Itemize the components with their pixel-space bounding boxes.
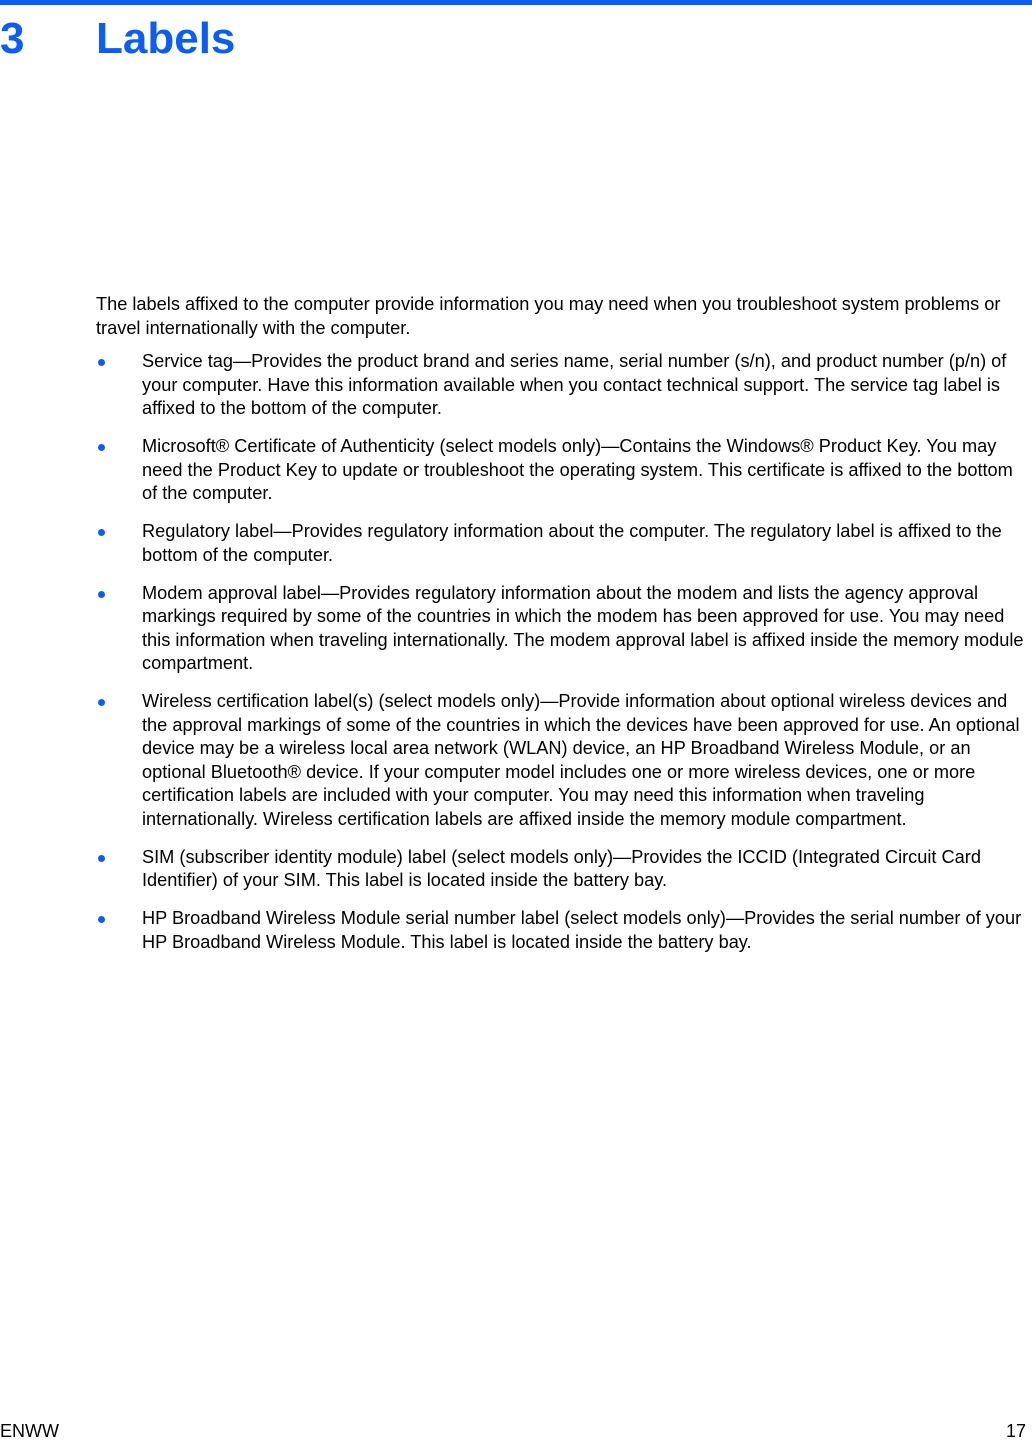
footer-label: ENWW bbox=[0, 1421, 59, 1441]
list-item-text: Microsoft® Certificate of Authenticity (select models only)—Contains the Windows® Product Key. You may need the Product Key to update or troubleshoot the operating system. This certificate is affixed to the bottom of the computer. bbox=[142, 436, 1013, 503]
intro-paragraph: The labels affixed to the computer provide information you may need when you troubleshoot system problems or travel internationally with the computer. bbox=[96, 294, 1001, 338]
list-item-service-tag bbox=[96, 350, 1032, 421]
chapter-heading bbox=[0, 12, 235, 66]
list-item-wireless-certification-label bbox=[96, 690, 1032, 831]
list-item-text: Service tag—Provides the product brand and series name, serial number (s/n), and product number (p/n) of your computer. Have this information available when you contact technical support. The service tag label is affixed to the bottom of the computer. bbox=[142, 351, 1007, 418]
page-number: 17 bbox=[1005, 1421, 1026, 1441]
list-item-modem-approval-label bbox=[96, 582, 1032, 676]
chapter-number: 3 bbox=[0, 14, 25, 63]
list-item-text: Regulatory label—Provides regulatory information about the computer. The regulatory label is affixed to the bottom of the computer. bbox=[142, 521, 1002, 565]
list-item-text: Modem approval label—Provides regulatory information about the modem and lists the agency approval markings required by some of the countries in which the modem has been approved for use. You may need this information when traveling internationally. The modem approval label is affixed inside the memory module compartment. bbox=[142, 582, 1024, 673]
chapter-top-rule bbox=[0, 0, 1032, 5]
chapter-title: Labels bbox=[96, 14, 236, 63]
list-item-certificate-of-authenticity bbox=[96, 435, 1032, 506]
list-item-text: SIM (subscriber identity module) label (select models only)—Provides the ICCID (Integrated Circuit Card Identifier) of your SIM. This label is located inside the battery bay. bbox=[142, 846, 981, 890]
bullet-icon bbox=[98, 591, 105, 598]
bullet-icon bbox=[98, 855, 105, 862]
bullet-icon bbox=[98, 529, 105, 536]
list-item-text: Wireless certification label(s) (select models only)—Provide information about optional wireless devices and the approval markings of some of the countries in which the devices have been approved for use. An optional device may be a wireless local area network (WLAN) device, an HP Broadband Wireless Module, or an optional Bluetooth® device. If your computer model includes one or more wireless devices, one or more certification labels are included with your computer. You may need this information when traveling internationally. Wireless certification labels are affixed inside the memory module compartment. bbox=[142, 691, 1020, 829]
bullet-icon bbox=[98, 444, 105, 451]
bullet-icon bbox=[98, 916, 105, 923]
page-content bbox=[96, 293, 1032, 969]
bullet-icon bbox=[98, 359, 105, 366]
list-item-text: HP Broadband Wireless Module serial number label (select models only)—Provides the serial number of your HP Broadband Wireless Module. This label is located inside the battery bay. bbox=[142, 908, 1022, 952]
list-item-sim-label bbox=[96, 846, 1032, 893]
list-item-broadband-module-serial-label bbox=[96, 907, 1032, 954]
list-item-regulatory-label bbox=[96, 520, 1032, 567]
bullet-icon bbox=[98, 699, 105, 706]
label-list bbox=[96, 350, 1032, 954]
